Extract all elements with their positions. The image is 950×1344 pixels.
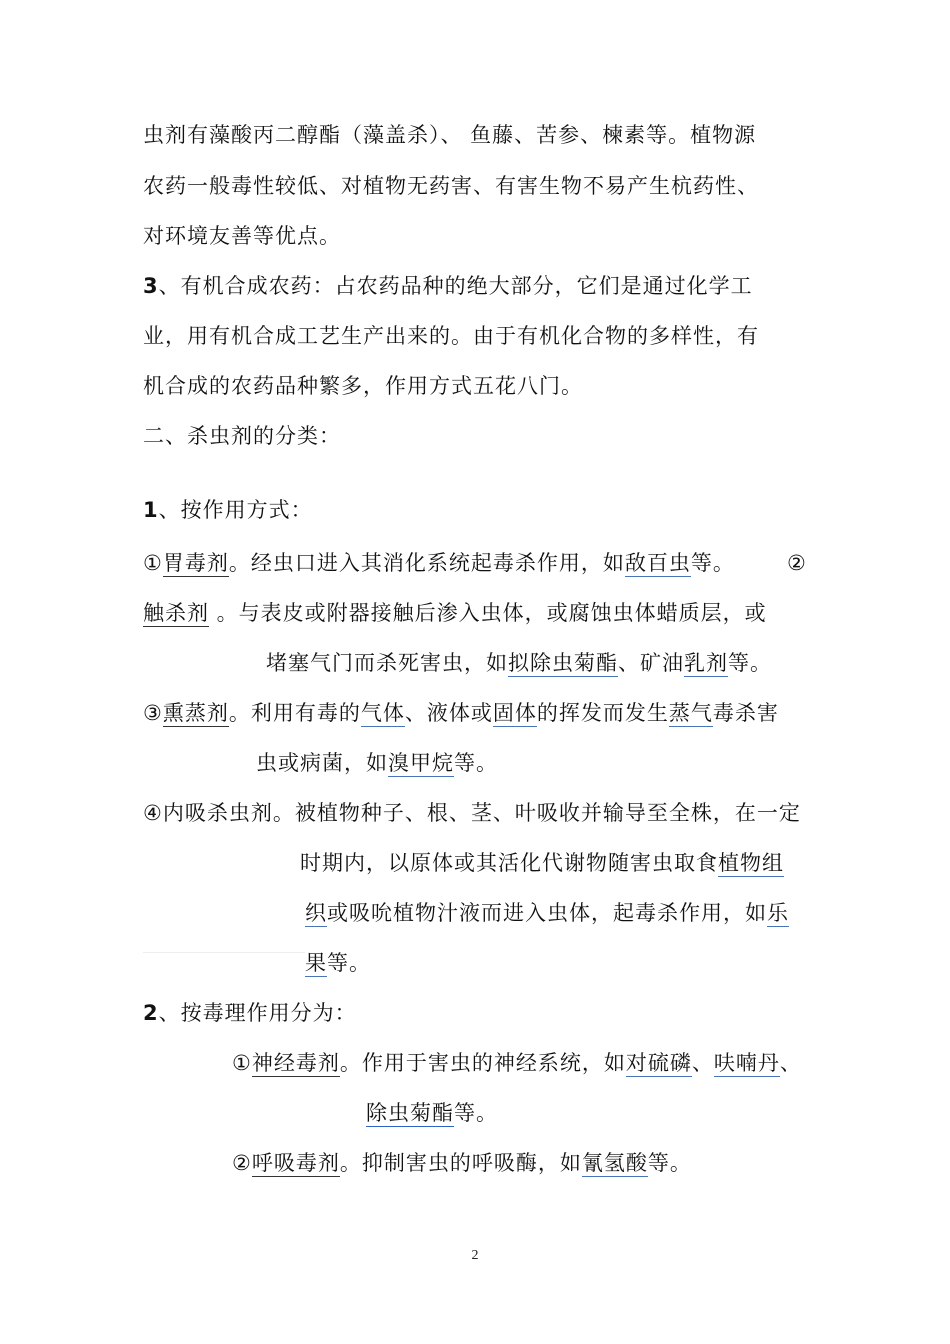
term-link[interactable]: 织 <box>305 901 327 925</box>
term-link[interactable]: 敌百虫 <box>624 551 691 575</box>
item-marker: ③ <box>143 701 163 725</box>
text: 。与表皮或附器接触后渗入虫体，或腐蚀虫体蜡质层，或 <box>209 601 767 625</box>
text: 的挥发而发生 <box>536 701 669 725</box>
item-number: 3 <box>143 274 159 298</box>
subsection-heading <box>143 998 357 1028</box>
text: 等。 <box>454 1101 498 1125</box>
text-line <box>300 848 784 878</box>
term-link[interactable]: 蒸气 <box>668 701 713 725</box>
text-line <box>143 371 583 401</box>
term-link[interactable]: 呼吸毒剂 <box>251 1151 340 1175</box>
list-item <box>232 1148 692 1178</box>
term-link[interactable]: 乐 <box>767 901 789 925</box>
text: 农药一般毒性较低、对植物无药害、有害生物不易产生杭药性、 <box>143 174 759 198</box>
text: 等。 <box>327 951 371 975</box>
term-link[interactable]: 除虫菊酯 <box>366 1101 454 1125</box>
list-item <box>143 598 767 628</box>
text-line <box>143 271 753 301</box>
item-marker: ② <box>232 1151 252 1175</box>
subsection-heading <box>143 495 313 525</box>
text: 、 <box>691 1051 714 1075</box>
text: 等。 <box>690 551 735 575</box>
text-line <box>143 171 759 201</box>
text: 或吸吮植物汁液而进入虫体，起毒杀作用，如 <box>327 901 767 925</box>
text: 。利用有毒的 <box>228 701 361 725</box>
text: 、 <box>779 1051 802 1075</box>
page-number: 2 <box>471 1248 479 1263</box>
text: 二、杀虫剂的分类： <box>143 424 341 448</box>
text-line <box>305 948 371 978</box>
term-link[interactable]: 神经毒剂 <box>251 1051 340 1075</box>
text: 虫剂有藻酸丙二醇酯（藻盖杀）、 鱼藤、苦参、楝素等。植物源 <box>143 123 757 147</box>
text: 。经虫口进入其消化系统起毒杀作用，如 <box>228 551 625 575</box>
text: 等。 <box>728 651 772 675</box>
term-link[interactable]: 触杀剂 <box>143 601 209 625</box>
text: 、液体或 <box>404 701 493 725</box>
term-link[interactable]: 氰氢酸 <box>581 1151 648 1175</box>
text: 、有机合成农药：占农药品种的绝大部分，它们是通过化学工 <box>158 274 753 298</box>
text: 对环境友善等优点。 <box>143 224 341 248</box>
section-heading <box>143 421 341 451</box>
term-link[interactable]: 固体 <box>492 701 537 725</box>
text-line <box>256 748 498 778</box>
text-line <box>143 120 756 150</box>
list-item <box>143 798 801 828</box>
text: 。抑制害虫的呼吸酶，如 <box>339 1151 582 1175</box>
item-number: 1 <box>143 498 159 522</box>
item-marker: ② <box>787 551 806 575</box>
list-item-marker <box>787 548 806 578</box>
list-item <box>143 548 735 578</box>
term-link[interactable]: 植物组 <box>718 851 784 875</box>
item-number: 2 <box>143 1001 159 1025</box>
term-link[interactable]: 拟除虫菊酯 <box>508 651 618 675</box>
term-link[interactable]: 气体 <box>360 701 405 725</box>
item-marker: ① <box>143 551 163 575</box>
term-link[interactable]: 乳剂 <box>684 651 728 675</box>
term-link[interactable]: 溴甲烷 <box>388 751 454 775</box>
text: 时期内，以原体或其活化代谢物随害虫取食 <box>300 851 718 875</box>
text: 、按作用方式： <box>158 498 313 522</box>
term-link[interactable]: 果 <box>305 951 327 975</box>
divider <box>143 952 305 953</box>
list-item <box>232 1048 802 1078</box>
term-link[interactable]: 呋喃丹 <box>713 1051 780 1075</box>
text: 、按毒理作用分为： <box>158 1001 357 1025</box>
text-line <box>266 648 772 678</box>
text: 虫或病菌，如 <box>256 751 388 775</box>
list-item <box>143 698 779 728</box>
text: ④内吸杀虫剂。被植物种子、根、茎、叶吸收并输导至全株，在一定 <box>143 801 801 825</box>
text-line <box>143 321 759 351</box>
item-marker: ① <box>232 1051 252 1075</box>
term-link[interactable]: 熏蒸剂 <box>162 701 229 725</box>
text: 业，用有机合成工艺生产出来的。由于有机化合物的多样性，有 <box>143 324 759 348</box>
term-link[interactable]: 胃毒剂 <box>162 551 229 575</box>
text-line <box>143 221 341 251</box>
text: 等。 <box>647 1151 692 1175</box>
text: 。作用于害虫的神经系统，如 <box>339 1051 626 1075</box>
text: 机合成的农药品种繁多，作用方式五花八门。 <box>143 374 583 398</box>
text-line <box>366 1098 498 1128</box>
text: 堵塞气门而杀死害虫，如 <box>266 651 508 675</box>
text: 、矿油 <box>618 651 684 675</box>
term-link[interactable]: 对硫磷 <box>625 1051 692 1075</box>
text-line <box>305 898 789 928</box>
text: 毒杀害 <box>712 701 779 725</box>
text: 等。 <box>454 751 498 775</box>
